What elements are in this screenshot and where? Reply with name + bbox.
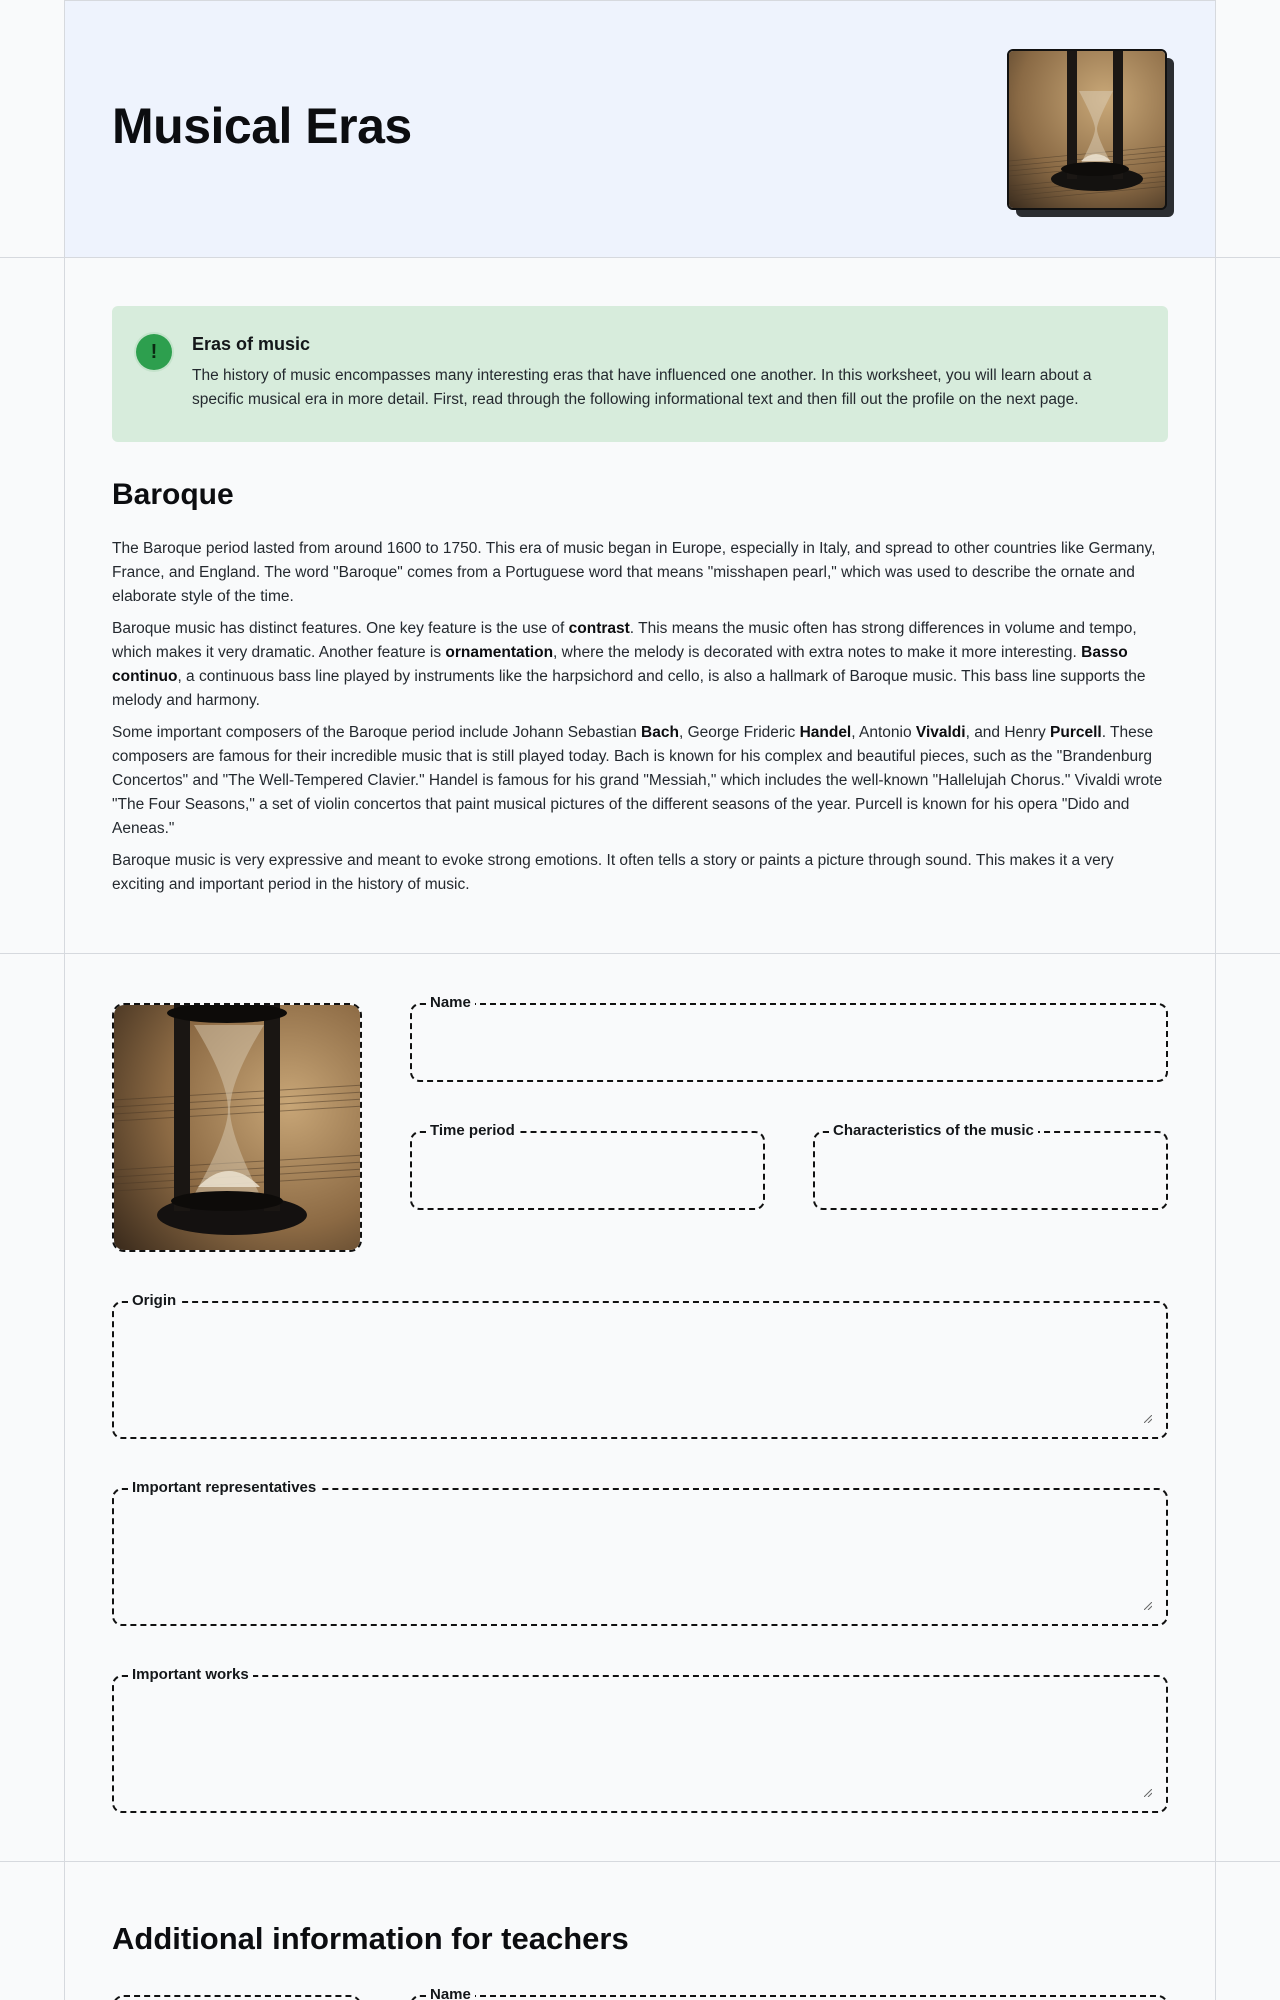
era-image-dropzone[interactable] [112,1003,362,1252]
callout-title: Eras of music [192,334,311,354]
text-run: . This means the music often has strong differences in volume and tempo, which makes it very dramatic. Another feature is [112,620,1137,661]
worksheet-header [65,0,1215,257]
representatives-textarea[interactable] [112,1479,1168,1626]
teachers-heading: Additional information for teachers [112,1921,629,1956]
text-run: Baroque music has distinct features. One key feature is the use of [112,620,569,637]
bold-term: ornamentation [445,644,554,661]
characteristics-field[interactable] [813,1122,1168,1210]
hourglass-photo [114,1005,362,1252]
exclamation-icon: ! [136,334,172,370]
info-callout [112,306,1168,442]
bold-term: Basso continuo [112,644,1128,685]
field-label: Time period [426,1123,519,1139]
text-run: , a continuous bass line played by instruments like the harpsichord and cello, is also a hallmark of Baroque music. This bass line supports the melody and harmony. [112,668,1146,709]
page-title: Musical Eras [112,98,412,154]
callout-text: The history of music encompasses many interesting eras that have influenced one another. In this worksheet, you will learn about a specific musical era in more detail. First, read through the following informational text and then fill out the profile on the next page. [192,367,1092,408]
field-label: Important representatives [128,1480,320,1496]
hourglass-photo [1007,49,1167,210]
bold-term: contrast [568,620,630,637]
bold-term: Bach [641,724,679,741]
paragraph [112,617,1168,713]
field-label: Name [426,1987,475,2000]
field-label: Important works [128,1667,253,1683]
paragraph: Baroque music is very expressive and meant to evoke strong emotions. It often tells a story or paints a picture through sound. This makes it a very exciting and important period in the history of music. [112,852,1114,893]
section-divider [0,1861,1280,1862]
name-field[interactable] [410,994,1168,1082]
section-divider [0,257,1280,258]
field-label: Origin [128,1293,180,1309]
header-image [1007,49,1173,219]
hourglass-illustration [1009,51,1167,210]
section-heading: Baroque [112,478,234,511]
teacher-name-field[interactable] [410,1986,1168,2000]
page-border-right [1215,0,1216,2000]
text-run: , where the melody is decorated with extra notes to make it more interesting. [553,644,1082,661]
text-run: , and Henry [965,724,1051,741]
teacher-image-dropzone[interactable] [112,1995,362,2000]
bold-term: Vivaldi [915,724,966,741]
text-run: . These composers are famous for their incredible music that is still played today. Bach is known for his complex and beautiful pieces, such as the "Brandenburg Concertos" and "The Well-Tempered Clavier." Handel is famous for his grand "Messiah," which includes the well-known "Hallelujah Chorus." Vivaldi wrote "The Four Seasons," a set of violin concertos that paint musical pictures of the different seasons of the year. Purcell is known for his opera "Dido and Aeneas." [112,724,1163,837]
bold-term: Purcell [1050,724,1102,741]
time-period-field[interactable] [410,1122,765,1210]
informational-text [112,537,1168,905]
paragraph [112,721,1168,841]
works-textarea[interactable] [112,1666,1168,1813]
text-run: , George Frideric [678,724,800,741]
section-divider [0,953,1280,954]
resize-handle-icon[interactable] [1144,1602,1152,1610]
page-border-left [64,0,65,2000]
bold-term: Handel [799,724,852,741]
field-label: Characteristics of the music [829,1123,1038,1139]
paragraph: The Baroque period lasted from around 1600 to 1750. This era of music began in Europe, especially in Italy, and spread to other countries like Germany, France, and England. The word "Baroque" comes from a Portuguese word that means "misshapen pearl," which was used to describe the ornate and elaborate style of the time. [112,540,1156,605]
resize-handle-icon[interactable] [1144,1415,1152,1423]
resize-handle-icon[interactable] [1144,1789,1152,1797]
text-run: , Antonio [851,724,916,741]
text-run: Some important composers of the Baroque period include Johann Sebastian [112,724,642,741]
origin-textarea[interactable] [112,1292,1168,1439]
field-label: Name [426,995,475,1011]
